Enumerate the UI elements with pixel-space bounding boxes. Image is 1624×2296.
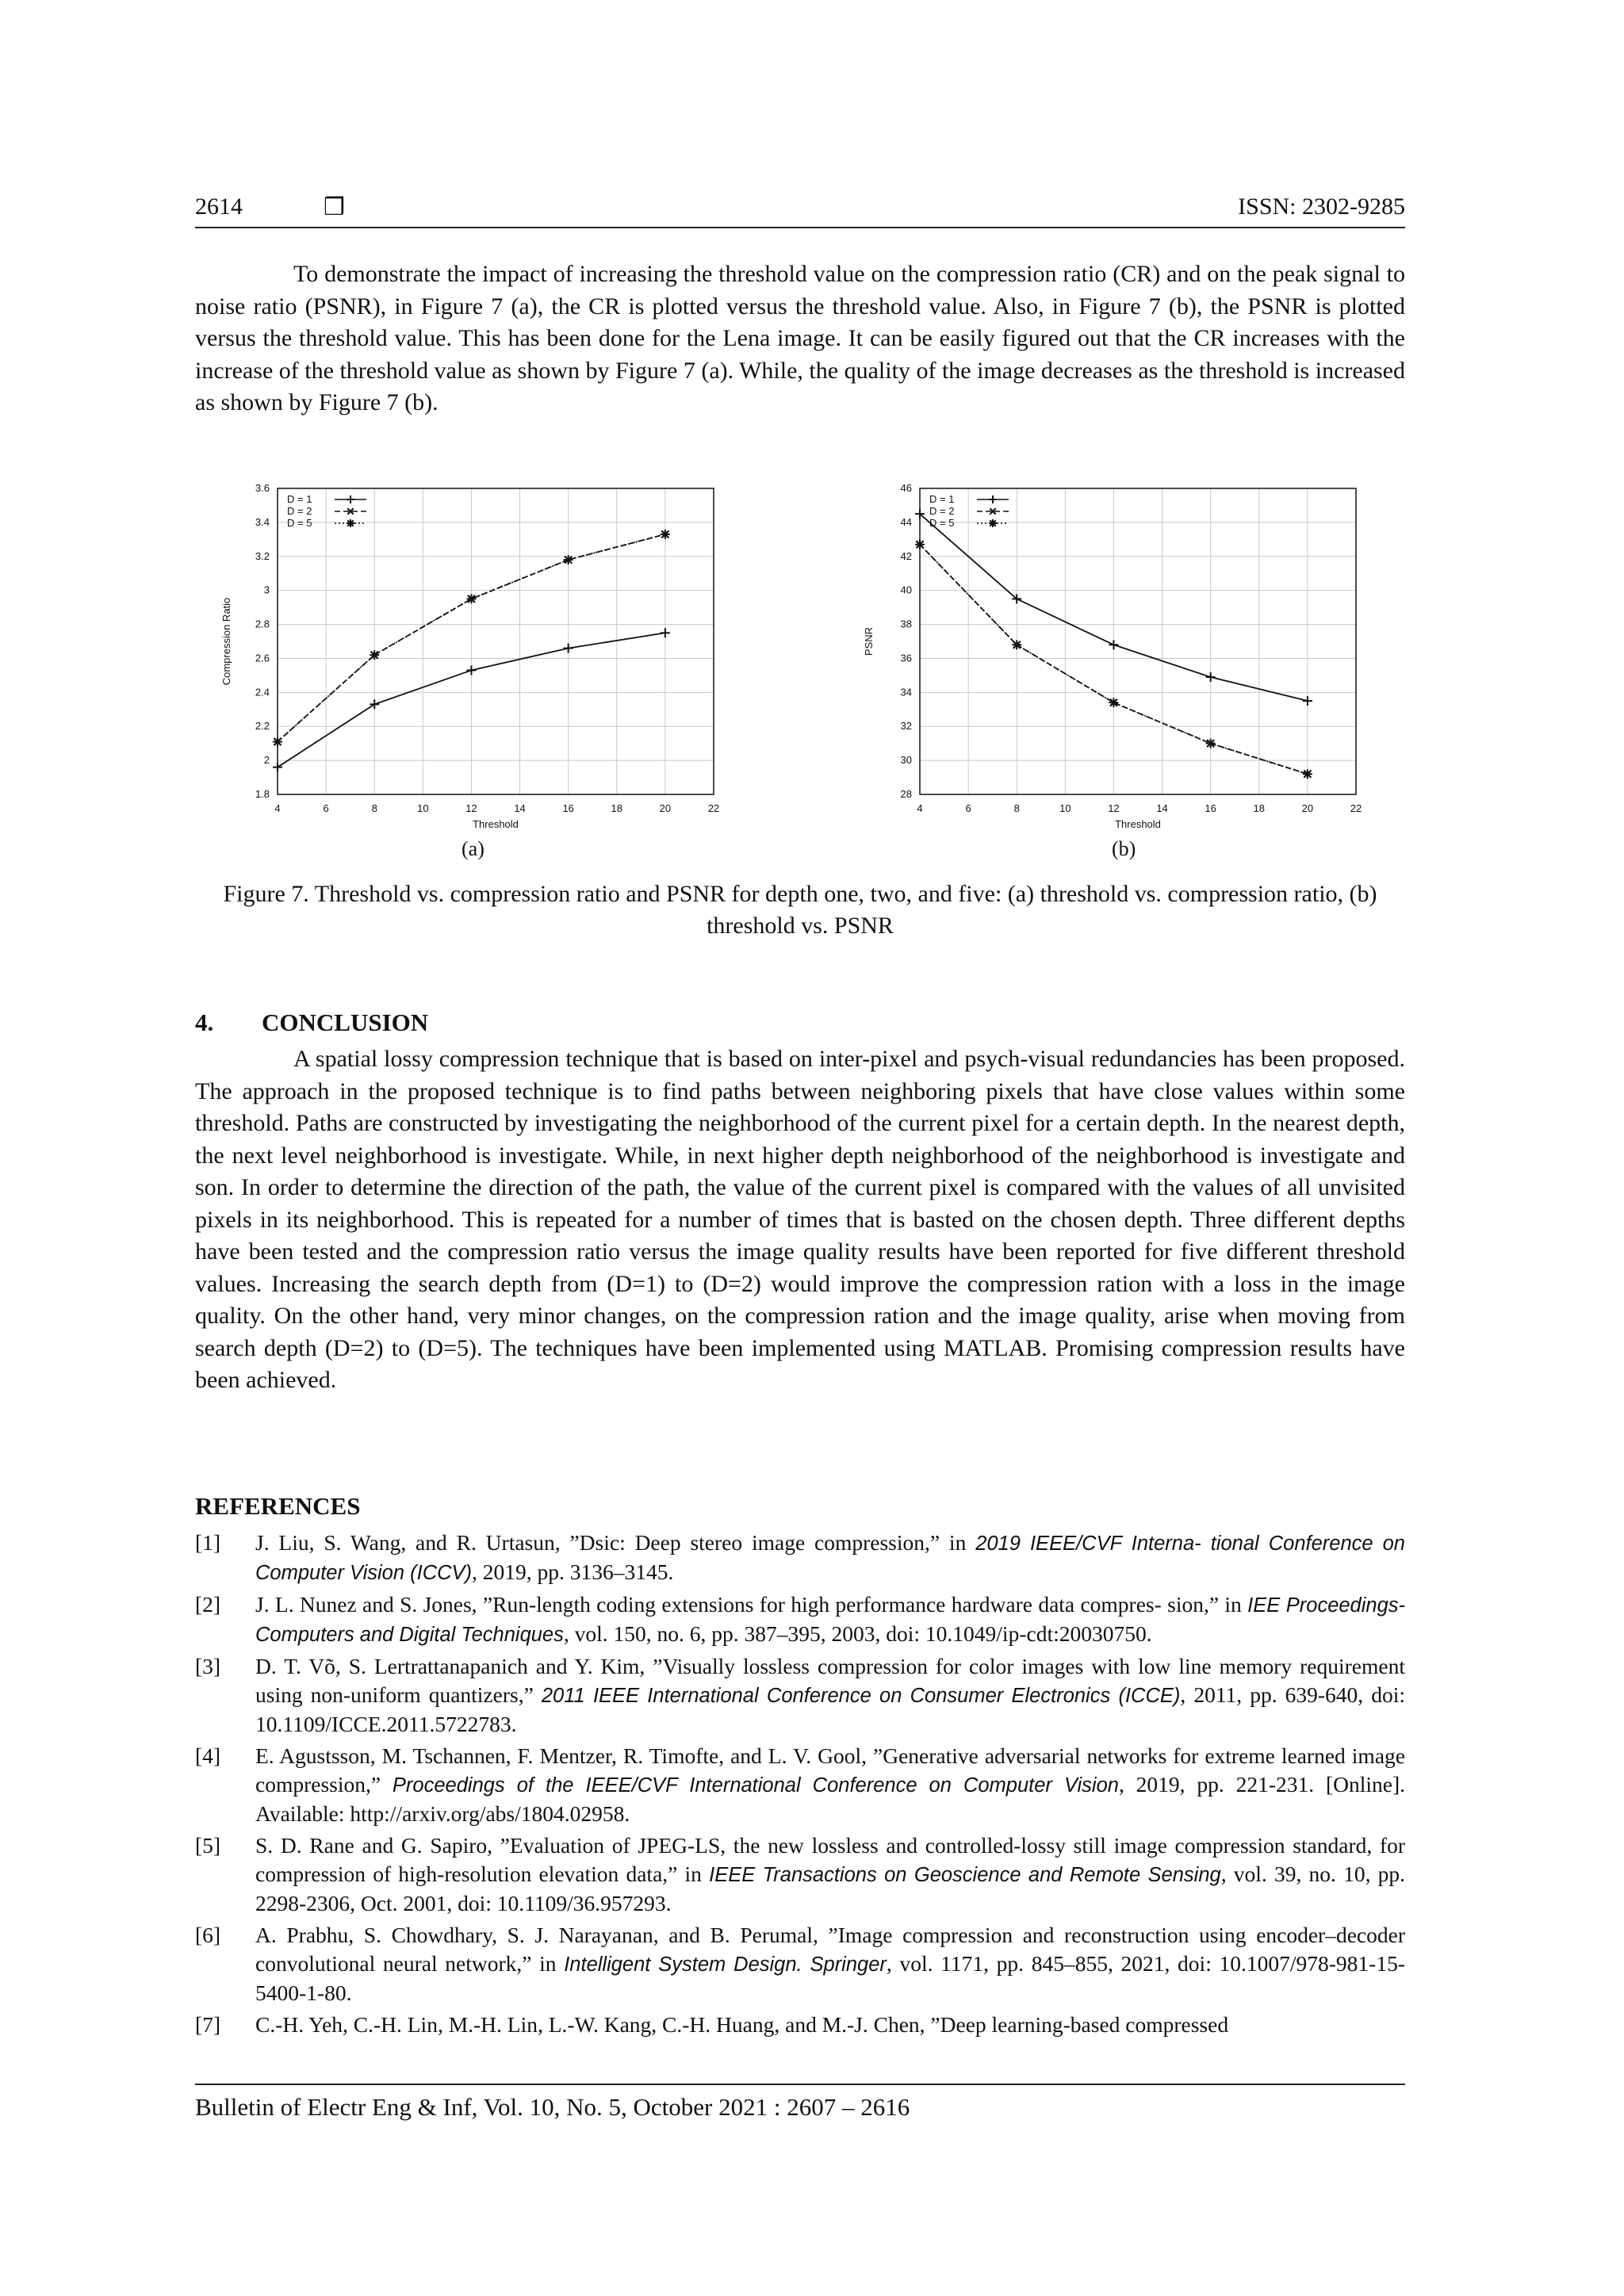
x-tick-label: 10 [417,802,429,814]
y-tick-label: 38 [900,618,912,630]
x-tick-label: 18 [1253,802,1266,814]
plot-frame [920,488,1356,794]
x-tick-label: 22 [707,802,720,814]
x-tick-label: 12 [1108,802,1120,814]
reference-venue: IEE Proceedings-Computers and Digital Techniques [255,1594,1406,1646]
y-tick-label: 42 [900,549,912,562]
reference-number: [3] [195,1654,221,1678]
data-point [564,644,573,653]
data-point [1303,696,1312,706]
reference-venue: Intelligent System Design. Springer [564,1954,887,1976]
grid [278,488,714,794]
y-tick-label: 3 [263,584,270,596]
reference-text [255,1742,1405,1828]
x-tick-label: 16 [1205,802,1216,814]
y-tick-label: 36 [900,652,912,664]
reference-number: [4] [195,1743,221,1768]
y-tick-label: 34 [900,686,912,698]
y-tick-label: 2.2 [255,720,270,733]
reference-text [255,1921,1405,2007]
y-tick-label: 1.8 [255,788,270,800]
legend-marker [989,519,997,527]
reference-venue: 2011 IEEE International Conference on Consumer Electronics (ICCE) [541,1685,1181,1707]
x-tick-label: 14 [514,802,526,814]
legend-label: D = 1 [287,493,312,505]
reference-authors-title: E. Agustsson, M. Tschannen, F. Mentzer, R. Timofte, and L. V. Gool, ”Generative adversarial networks for extreme learned image compression,” [255,1743,1405,1797]
reference-number: [6] [195,1923,221,1947]
data-point [370,699,379,709]
grid [920,488,1356,794]
data-point [466,594,476,603]
data-point [273,763,282,772]
x-tick-label: 14 [1156,802,1168,814]
reference-item [195,1652,1405,1739]
y-tick-label: 2.8 [255,618,270,630]
x-tick-label: 6 [323,802,329,814]
y-tick-label: 3.2 [255,549,270,562]
y-tick-label: 2 [263,754,270,767]
x-tick-label: 12 [465,802,477,814]
legend [287,493,366,529]
reference-venue: Proceedings of the IEEE/CVF International Conference on Computer Vision [392,1774,1119,1797]
y-tick-label: 40 [900,584,912,596]
reference-authors-title: J. Liu, S. Wang, and R. Urtasun, ”Dsic: Deep stereo image compression,” in [255,1530,976,1555]
plot-frame [278,488,714,794]
reference-details: , vol. 39, no. 10, pp. 2298-2306, Oct. 2001, doi: 10.1109/36.957293. [255,1862,1406,1915]
x-tick-label: 18 [611,802,623,814]
reference-item [195,1590,1405,1649]
chart-compression-ratio [214,476,737,830]
reference-details: , vol. 1171, pp. 845–855, 2021, doi: 10.1007/978-981-15-5400-1-80. [255,1951,1405,2005]
legend-label: D = 2 [929,505,955,517]
x-tick-label: 4 [274,802,281,814]
reference-text [255,1590,1405,1649]
reference-text [255,1652,1405,1739]
legend-marker [989,496,997,503]
reference-venue: 2019 IEEE/CVF Interna- tional Conference on Computer Vision (ICCV) [255,1533,1405,1584]
x-axis-label: Threshold [1115,818,1161,830]
reference-item [195,1831,1405,1918]
y-axis-label: Compression Ratio [220,597,232,686]
data-point [1303,769,1312,779]
reference-details: , 2011, pp. 639-640, doi: 10.1109/ICCE.2011.5722783. [255,1682,1406,1736]
footer-text: Bulletin of Electr Eng & Inf, Vol. 10, No. 5, October 2021 : 2607 – 2616 [195,2093,910,2121]
y-tick-label: 3.6 [255,482,270,494]
footer-rule [195,2084,1405,2085]
header-symbol: ❒ [324,194,345,220]
legend-marker [347,496,354,503]
section-heading [195,1008,428,1037]
legend-label: D = 1 [929,493,955,505]
x-tick-label: 16 [562,802,574,814]
figure-caption: Figure 7. Threshold vs. compression ratio and PSNR for depth one, two, and five: (a) threshold vs. compression ratio, (b) threshold vs. PSNR [223,881,1377,939]
intro-paragraph: To demonstrate the impact of increasing the threshold value on the compression ratio (CR) and on the peak signal to noise ratio (PSNR), in Figure 7 (a), the CR is plotted versus the threshold value. Also, in Figure 7 (b), the PSNR is plotted versus the threshold value. This has been done for the Lena image. It can be easily figured out that the CR increases with the increase of the threshold value as shown by Figure 7 (a). While, the quality of the image decreases as the threshold is increased as shown by Figure 7 (b). [195,261,1405,415]
header-rule [195,227,1405,228]
reference-item [195,2011,1405,2039]
x-tick-label: 20 [659,802,672,814]
data-point [466,665,476,675]
data-point [1206,739,1216,748]
data-point [564,555,573,564]
x-tick-label: 22 [1350,802,1362,814]
intro-paragraph-block [195,258,1405,419]
reference-number: [5] [195,1833,221,1858]
data-point [661,530,670,539]
y-tick-label: 32 [900,720,912,733]
x-tick-label: 4 [917,802,923,814]
data-point [1206,672,1216,682]
reference-details: , 2019, pp. 221-231. [Online]. Available: http://arxiv.org/abs/1804.02958. [255,1772,1405,1826]
data-point [661,628,670,637]
reference-authors-title: S. D. Rane and G. Sapiro, ”Evaluation of JPEG-LS, the new lossless and controlled-lossy still image compression standard, for compression of high-resolution elevation data,” in [255,1833,1405,1886]
reference-details: , 2019, pp. 3136–3145. [472,1559,674,1584]
reference-item [195,1921,1405,2007]
data-point [370,650,379,660]
reference-number: [1] [195,1530,221,1555]
y-tick-label: 30 [900,754,912,767]
reference-authors-title: C.-H. Yeh, C.-H. Lin, M.-H. Lin, L.-W. Kang, C.-H. Huang, and M.-J. Chen, ”Deep learning-based compressed [255,2012,1229,2037]
legend-marker [347,519,354,527]
data-point [1012,640,1021,649]
reference-authors-title: D. T. Võ, S. Lertrattanapanich and Y. Kim, ”Visually lossless compression for color images with low line memory requirement using non-uniform quantizers,” [255,1654,1405,1707]
chart-psnr [856,476,1380,830]
section-number: 4. [195,1008,214,1036]
y-tick-label: 46 [900,482,912,494]
y-tick-label: 2.6 [255,652,270,664]
data-point [273,737,282,747]
conclusion-block [195,1043,1405,1397]
reference-number: [7] [195,2012,221,2037]
legend [929,493,1009,529]
reference-details: , vol. 150, no. 6, pp. 387–395, 2003, doi: 10.1049/ip-cdt:20030750. [563,1621,1152,1646]
page-number: 2614 [195,193,243,220]
reference-text [255,2011,1405,2039]
reference-item [195,1742,1405,1828]
panel-label-a: (a) [462,837,485,860]
legend-label: D = 2 [287,505,312,517]
conclusion-paragraph: A spatial lossy compression technique that is based on inter-pixel and psych-visual redundancies has been proposed. The approach in the proposed technique is to find paths between neighboring pixels that have close values within some threshold. Paths are constructed by investigating the neighborhood of the current pixel for a certain depth. In the nearest depth, the next level neighborhood is investigate. While, in next higher depth neighborhood of the neighborhood is investigate and son. In order to determine the direction of the path, the value of the current pixel is compared with the values of all unvisited pixels in its neighborhood. This is repeated for a number of times that is basted on the chosen depth. Three different depths have been tested and the compression ratio versus the image quality results have been reported for five different threshold values. Increasing the search depth from (D=1) to (D=2) would improve the compression ration with a loss in the image quality. On the other hand, very minor changes, on the compression ration and the image quality, arise when moving from search depth (D=2) to (D=5). The techniques have been implemented using MATLAB. Promising compression results have been achieved. [195,1046,1405,1393]
y-tick-label: 28 [900,788,912,800]
x-tick-label: 6 [965,802,971,814]
x-tick-label: 8 [371,802,377,814]
references-list [195,1529,1405,2042]
reference-authors-title: A. Prabhu, S. Chowdhary, S. J. Narayanan, and B. Perumal, ”Image compression and reconstruction using encoder–decoder convolutional neural network,” in [255,1923,1405,1976]
references-title: REFERENCES [195,1492,361,1520]
section-title: CONCLUSION [262,1008,429,1036]
reference-number: [2] [195,1592,221,1617]
reference-authors-title: J. L. Nunez and S. Jones, ”Run-length coding extensions for high performance hardware data compres- sion,” in [255,1592,1248,1617]
y-tick-label: 3.4 [255,515,270,528]
reference-venue: IEEE Transactions on Geoscience and Remote Sensing [709,1864,1221,1886]
x-tick-label: 20 [1301,802,1314,814]
y-axis-label: PSNR [863,626,875,656]
reference-item [195,1529,1405,1587]
reference-text [255,1831,1405,1918]
legend-label: D = 5 [287,517,312,529]
panel-label-b: (b) [1112,837,1136,860]
y-tick-label: 44 [900,515,912,528]
x-axis-label: Threshold [473,818,519,830]
issn: ISSN: 2302-9285 [1238,193,1405,220]
data-point [915,540,925,549]
data-point [1109,698,1118,707]
x-tick-label: 10 [1059,802,1071,814]
data-point [1109,640,1118,649]
reference-text [255,1529,1405,1587]
legend-label: D = 5 [929,517,955,529]
x-tick-label: 8 [1013,802,1020,814]
y-tick-label: 2.4 [255,686,270,698]
